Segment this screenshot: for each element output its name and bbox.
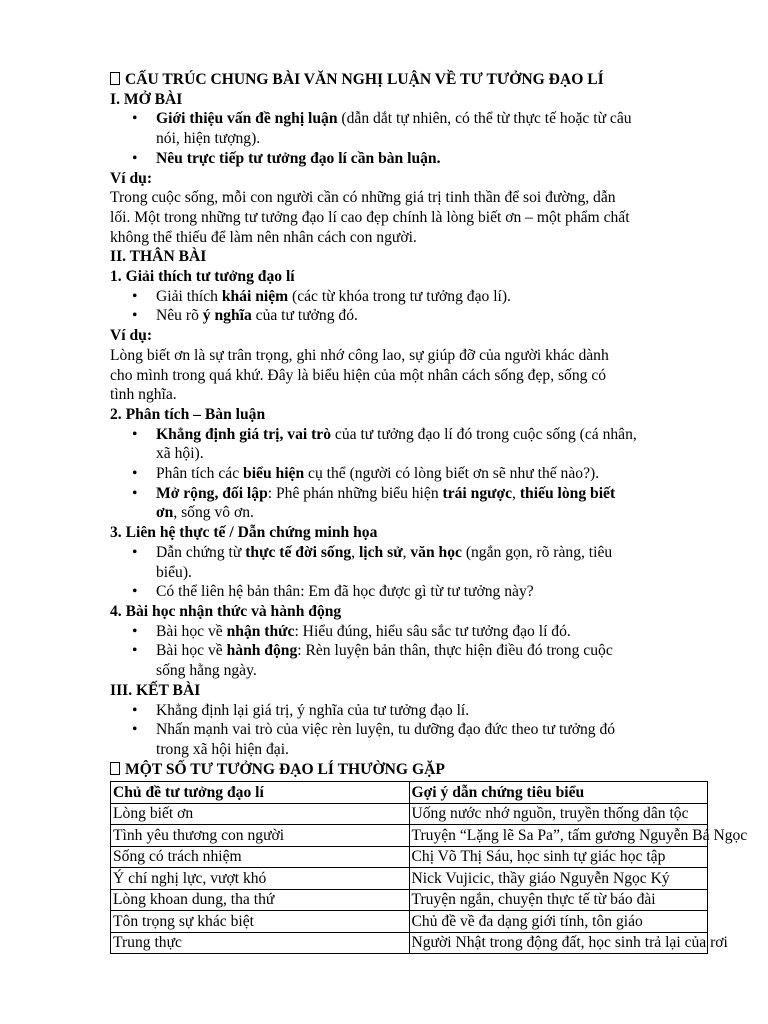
table-cell: Ý chí nghị lực, vượt khó xyxy=(111,868,410,890)
s3-list xyxy=(110,543,720,602)
table-row xyxy=(111,932,708,954)
list-item: • Phân tích các biểu hiện cụ thể (người có lòng biết ơn sẽ như thế nào?). xyxy=(110,464,720,484)
list-item: • Nhấn mạnh vai trò của việc rèn luyện, tu dưỡng đạo đức theo tư tưởng đó trong xã hội hiện đại. xyxy=(110,720,720,759)
missing-glyph-icon xyxy=(110,762,120,775)
example-text: Trong cuộc sống, mỗi con người cần có những giá trị tinh thần để soi đường, dẫn xyxy=(110,189,616,207)
mo-bai-list xyxy=(110,109,720,168)
s2-list xyxy=(110,425,720,524)
table-header-row xyxy=(111,782,708,804)
ethics-topics-table xyxy=(110,781,748,954)
list-item: • Bài học về nhận thức: Hiểu đúng, hiểu sâu sắc tư tưởng đạo lí đó. xyxy=(110,622,720,642)
table-cell: Truyện “Lặng lẽ Sa Pa”, tấm gương Nguyễn Bá Ngọc xyxy=(409,825,708,847)
example-label: Ví dụ: xyxy=(110,169,153,187)
table-cell: Chủ đề về đa dạng giới tính, tôn giáo xyxy=(409,911,708,933)
list-item: • Dẫn chứng từ thực tế đời sống, lịch sử, văn học (ngắn gọn, rõ ràng, tiêu biểu). xyxy=(110,543,720,582)
example-text: tình nghĩa. xyxy=(110,386,177,404)
list-item: • Nêu rõ ý nghĩa của tư tưởng đó. xyxy=(110,306,720,326)
example-text: cho mình trong quá khứ. Đây là biểu hiện của một nhân cách sống đẹp, sống có xyxy=(110,366,607,384)
table-header-cell: Gợi ý dẫn chứng tiêu biểu xyxy=(409,782,708,804)
table-cell: Truyện ngắn, chuyện thực tế từ báo đài xyxy=(409,889,708,911)
section-heading-mo-bai: I. MỞ BÀI xyxy=(110,90,183,108)
table-cell: Tôn trọng sự khác biệt xyxy=(111,911,410,933)
list-item: • Nêu trực tiếp tư tưởng đạo lí cần bàn luận. xyxy=(110,149,720,169)
list-item: • Bài học về hành động: Rèn luyện bản thân, thực hiện điều đó trong cuộc sống hằng ngày. xyxy=(110,641,720,680)
table-cell: Lòng biết ơn xyxy=(111,803,410,825)
table-cell: Sống có trách nhiệm xyxy=(111,846,410,868)
subsection-heading: 3. Liên hệ thực tế / Dẫn chứng minh họa xyxy=(110,524,378,542)
table-cell: Chị Võ Thị Sáu, học sinh tự giác học tập xyxy=(409,846,708,868)
example-label: Ví dụ: xyxy=(110,327,153,345)
list-item: • Có thể liên hệ bản thân: Em đã học được gì từ tư tưởng này? xyxy=(110,582,720,602)
table-row xyxy=(111,868,708,890)
list-item: • Khẳng định lại giá trị, ý nghĩa của tư tưởng đạo lí. xyxy=(110,701,720,721)
table-row xyxy=(111,825,708,847)
subsection-heading: 2. Phân tích – Bàn luận xyxy=(110,405,266,423)
table-header-cell: Chủ đề tư tưởng đạo lí xyxy=(111,782,410,804)
table-cell: Uống nước nhớ nguồn, truyền thống dân tộc xyxy=(409,803,708,825)
subsection-heading: 4. Bài học nhận thức và hành động xyxy=(110,602,342,620)
table-cell: Người Nhật trong động đất, học sinh trả lại của rơi xyxy=(409,932,708,954)
s1-list xyxy=(110,287,720,326)
example-text: Lòng biết ơn là sự trân trọng, ghi nhớ công lao, sự giúp đỡ của người khác dành xyxy=(110,346,609,364)
table-cell: Trung thực xyxy=(111,932,410,954)
table-cell: Nick Vujicic, thầy giáo Nguyễn Ngọc Ký xyxy=(409,868,708,890)
table-cell: Lòng khoan dung, tha thứ xyxy=(111,889,410,911)
table-row xyxy=(111,889,708,911)
section-heading-than-bai: II. THÂN BÀI xyxy=(110,248,207,266)
table-row xyxy=(111,911,708,933)
example-text: không thể thiếu để làm nên nhân cách con người. xyxy=(110,228,417,246)
table-cell: Tình yêu thương con người xyxy=(111,825,410,847)
list-item: • Mở rộng, đối lập: Phê phán những biểu hiện trái ngược, thiếu lòng biết ơn, sống vô ơn. xyxy=(110,484,720,523)
section-heading-ket-bai: III. KẾT BÀI xyxy=(110,681,201,699)
table-row xyxy=(111,846,708,868)
table-row xyxy=(111,803,708,825)
list-item: • Giới thiệu vấn đề nghị luận (dẫn dắt tự nhiên, có thể từ thực tế hoặc từ câu nói, hiện tượng). xyxy=(110,109,720,148)
ket-bai-list xyxy=(110,701,720,760)
subsection-heading: 1. Giải thích tư tưởng đạo lí xyxy=(110,268,295,286)
table-title: MỘT SỐ TƯ TƯỞNG ĐẠO LÍ THƯỜNG GẶP xyxy=(110,760,720,780)
document-title: CẤU TRÚC CHUNG BÀI VĂN NGHỊ LUẬN VỀ TƯ TƯỞNG ĐẠO LÍ xyxy=(110,70,720,90)
missing-glyph-icon xyxy=(110,72,120,85)
list-item: • Khẳng định giá trị, vai trò của tư tưởng đạo lí đó trong cuộc sống (cá nhân, xã hội). xyxy=(110,425,720,464)
list-item: • Giải thích khái niệm (các từ khóa trong tư tưởng đạo lí). xyxy=(110,287,720,307)
example-text: lối. Một trong những tư tưởng đạo lí cao đẹp chính là lòng biết ơn – một phẩm chất xyxy=(110,208,630,226)
document-page xyxy=(110,70,748,954)
s4-list xyxy=(110,622,720,681)
